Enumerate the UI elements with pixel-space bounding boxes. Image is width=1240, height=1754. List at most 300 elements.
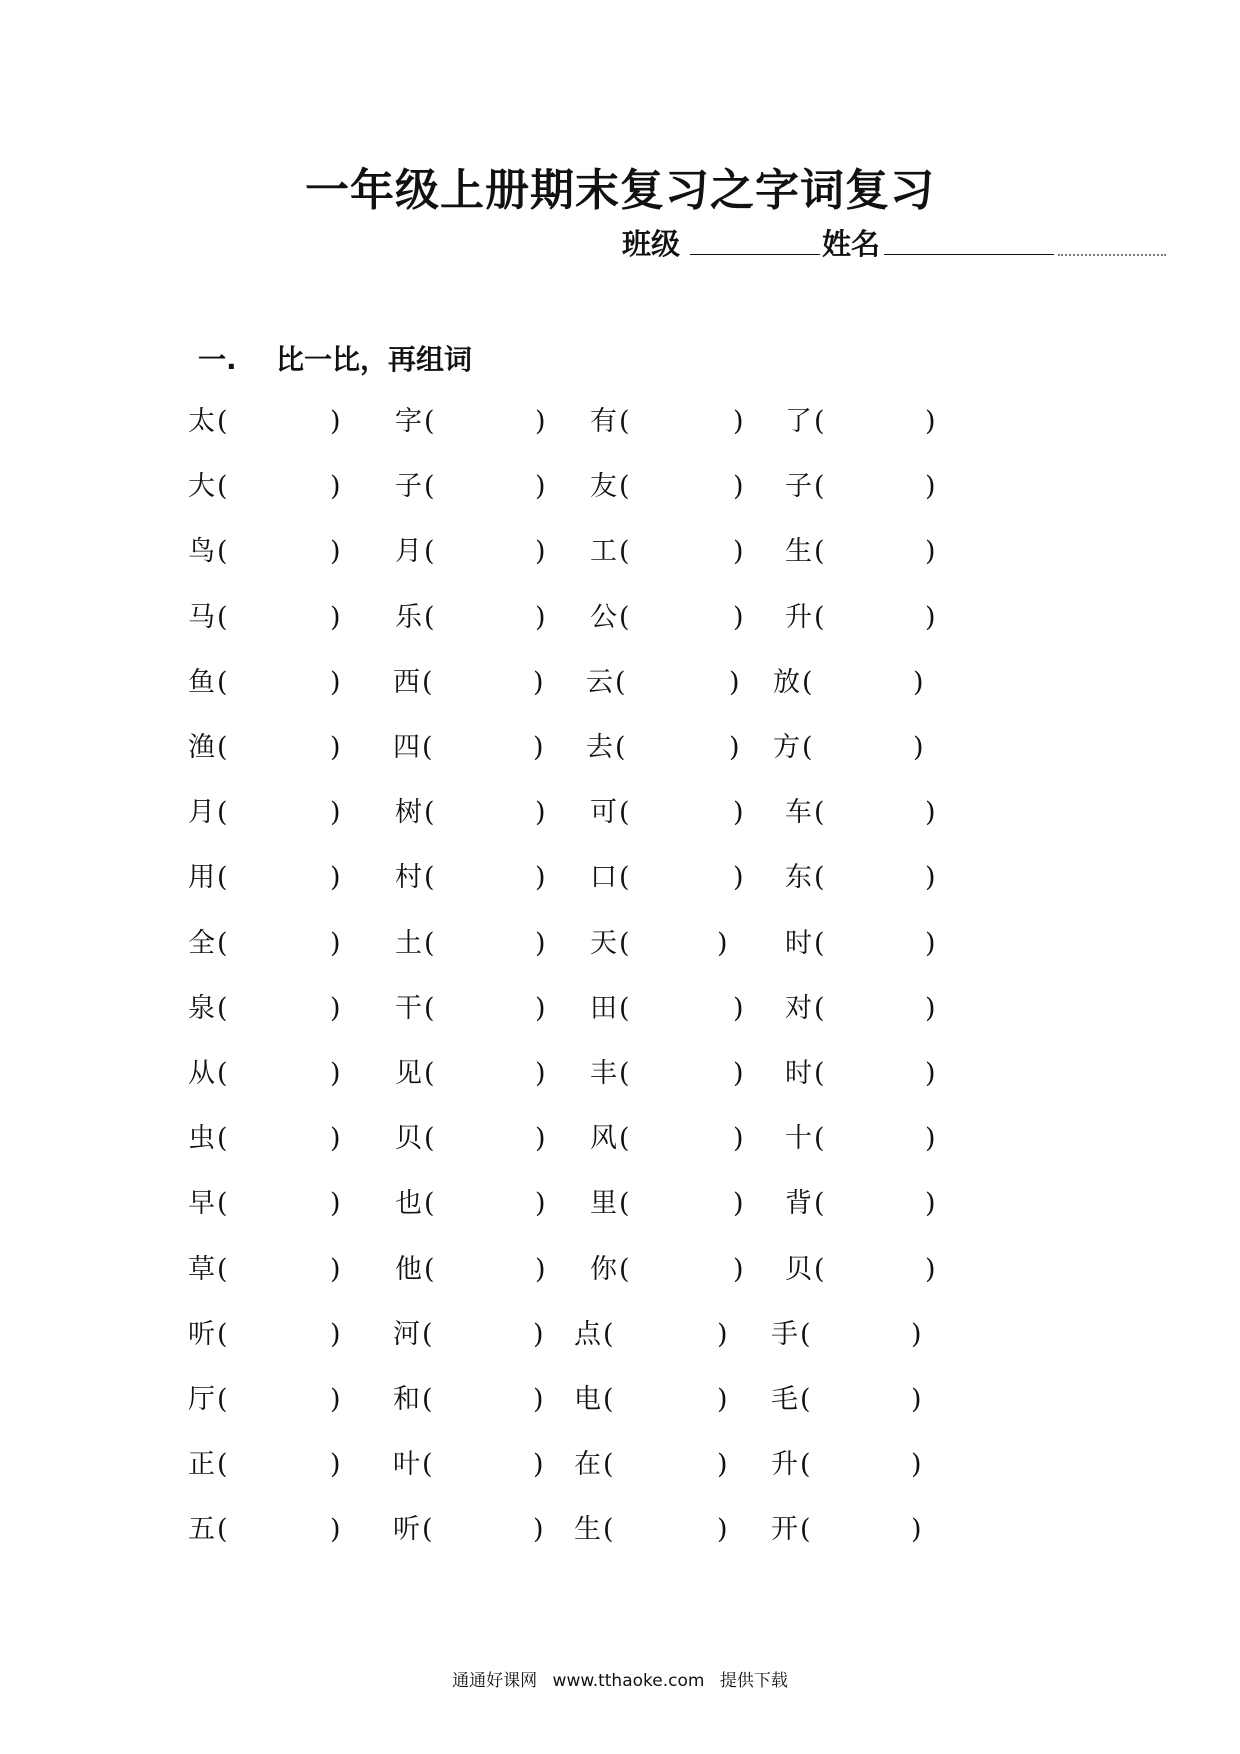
- answer-blank[interactable]: [230, 1188, 324, 1220]
- word-character: 里: [590, 1188, 617, 1220]
- word-cell: [785, 1250, 945, 1290]
- word-character: 马: [188, 601, 215, 633]
- page-footer: [0, 1666, 1240, 1691]
- open-paren: (: [217, 862, 228, 894]
- close-paren: ): [911, 1514, 922, 1546]
- word-cell: [586, 728, 749, 768]
- close-paren: ): [717, 1514, 728, 1546]
- word-character: 月: [395, 536, 422, 568]
- open-paren: (: [217, 1188, 228, 1220]
- word-character: 风: [590, 1123, 617, 1155]
- close-paren: ): [330, 797, 341, 829]
- word-cell: [188, 1510, 350, 1550]
- open-paren: (: [615, 666, 626, 698]
- word-character: 他: [395, 1253, 422, 1285]
- open-paren: (: [424, 1123, 435, 1155]
- close-paren: ): [925, 1058, 936, 1089]
- close-paren: ): [733, 536, 744, 568]
- answer-blank[interactable]: [616, 1514, 711, 1546]
- word-character: 五: [188, 1514, 215, 1546]
- word-character: 子: [395, 471, 422, 503]
- word-cell: [188, 1250, 350, 1290]
- open-paren: (: [422, 1514, 433, 1546]
- open-paren: (: [619, 471, 630, 503]
- close-paren: ): [717, 1449, 728, 1481]
- open-paren: (: [619, 1253, 630, 1285]
- word-character: 河: [393, 1318, 420, 1350]
- answer-blank[interactable]: [437, 797, 529, 829]
- open-paren: (: [424, 536, 435, 568]
- open-paren: (: [619, 406, 630, 437]
- answer-blank[interactable]: [827, 1254, 919, 1286]
- close-paren: ): [330, 406, 341, 437]
- close-paren: ): [911, 1449, 922, 1481]
- word-character: 土: [395, 927, 422, 959]
- word-cell: [590, 1184, 753, 1224]
- answer-blank[interactable]: [435, 1514, 527, 1546]
- word-cell: [395, 1184, 555, 1224]
- close-paren: ): [925, 862, 936, 894]
- word-cell: [393, 1510, 553, 1550]
- close-paren: ): [911, 1318, 922, 1350]
- close-paren: ): [733, 471, 744, 503]
- answer-blank[interactable]: [632, 862, 727, 894]
- answer-blank[interactable]: [616, 1319, 711, 1351]
- open-paren: (: [800, 1449, 811, 1481]
- open-paren: (: [422, 1449, 433, 1481]
- word-cell: [785, 1184, 945, 1224]
- answer-blank[interactable]: [632, 993, 727, 1025]
- close-paren: ): [925, 1123, 936, 1155]
- word-character: 你: [590, 1253, 617, 1285]
- word-character: 西: [393, 666, 420, 698]
- word-cell: [395, 598, 555, 638]
- open-paren: (: [424, 797, 435, 829]
- open-paren: (: [619, 992, 630, 1024]
- word-character: 生: [574, 1514, 601, 1546]
- answer-blank[interactable]: [827, 602, 919, 634]
- close-paren: ): [535, 1058, 546, 1089]
- word-character: 背: [785, 1188, 812, 1220]
- answer-blank[interactable]: [813, 1449, 905, 1481]
- word-cell: [188, 402, 350, 442]
- open-paren: (: [422, 1384, 433, 1415]
- answer-blank[interactable]: [632, 1188, 727, 1220]
- close-paren: ): [330, 1123, 341, 1155]
- word-character: 干: [395, 992, 422, 1024]
- open-paren: (: [603, 1514, 614, 1546]
- word-cell: [395, 793, 555, 833]
- word-cell: [785, 467, 945, 507]
- word-cell: [590, 532, 753, 572]
- answer-blank[interactable]: [230, 536, 324, 568]
- word-character: 在: [574, 1449, 601, 1481]
- word-cell: [393, 1445, 553, 1485]
- answer-blank[interactable]: [230, 993, 324, 1025]
- open-paren: (: [422, 1318, 433, 1350]
- word-cell: [590, 402, 753, 442]
- word-character: 了: [785, 406, 812, 437]
- word-character: 时: [785, 927, 812, 959]
- word-cell: [188, 1054, 350, 1094]
- word-cell: [771, 1445, 931, 1485]
- close-paren: ): [911, 1384, 922, 1415]
- answer-blank[interactable]: [437, 536, 529, 568]
- close-paren: ): [535, 992, 546, 1024]
- word-cell: [574, 1380, 737, 1420]
- open-paren: (: [424, 992, 435, 1024]
- open-paren: (: [424, 406, 435, 437]
- close-paren: ): [925, 536, 936, 568]
- word-cell: [188, 1315, 350, 1355]
- close-paren: ): [925, 1188, 936, 1220]
- word-character: 草: [188, 1253, 215, 1285]
- word-character: 厅: [188, 1384, 215, 1415]
- answer-blank[interactable]: [230, 1123, 324, 1155]
- open-paren: (: [424, 471, 435, 503]
- close-paren: ): [717, 1384, 728, 1415]
- close-paren: ): [535, 601, 546, 633]
- answer-blank[interactable]: [230, 1514, 324, 1546]
- open-paren: (: [619, 927, 630, 959]
- answer-blank[interactable]: [616, 1384, 711, 1416]
- answer-blank[interactable]: [628, 667, 723, 699]
- answer-blank[interactable]: [632, 1058, 727, 1090]
- word-cell: [586, 663, 749, 703]
- word-cell: [590, 1250, 753, 1290]
- word-cell: [395, 532, 555, 572]
- open-paren: (: [802, 732, 813, 763]
- open-paren: (: [619, 1058, 630, 1089]
- open-paren: (: [217, 797, 228, 829]
- word-cell: [785, 402, 945, 442]
- open-paren: (: [217, 1514, 228, 1546]
- word-cell: [771, 1315, 931, 1355]
- open-paren: (: [603, 1384, 614, 1415]
- word-cell: [188, 728, 350, 768]
- open-paren: (: [217, 666, 228, 698]
- close-paren: ): [925, 406, 936, 437]
- close-paren: ): [925, 992, 936, 1024]
- open-paren: (: [814, 471, 825, 503]
- word-cell: [393, 1315, 553, 1355]
- close-paren: ): [733, 992, 744, 1024]
- word-character: 鱼: [188, 666, 215, 698]
- open-paren: (: [217, 1384, 228, 1415]
- open-paren: (: [217, 536, 228, 568]
- close-paren: ): [535, 406, 546, 437]
- open-paren: (: [424, 1188, 435, 1220]
- word-cell: [188, 1445, 350, 1485]
- word-character: 升: [785, 601, 812, 633]
- open-paren: (: [217, 1253, 228, 1285]
- class-label: 班级: [622, 227, 681, 261]
- answer-blank[interactable]: [437, 993, 529, 1025]
- answer-blank[interactable]: [437, 928, 529, 960]
- answer-blank[interactable]: [230, 471, 324, 503]
- word-cell: [188, 858, 350, 898]
- close-paren: ): [733, 1123, 744, 1155]
- open-paren: (: [814, 927, 825, 959]
- answer-blank[interactable]: [632, 471, 727, 503]
- footer-note: 提供下载: [719, 1671, 788, 1691]
- word-character: 字: [395, 406, 422, 437]
- answer-blank[interactable]: [827, 993, 919, 1025]
- open-paren: (: [619, 601, 630, 633]
- word-character: 贝: [785, 1253, 812, 1285]
- word-cell: [590, 1119, 753, 1159]
- word-character: 全: [188, 927, 215, 959]
- answer-blank[interactable]: [813, 1514, 905, 1546]
- close-paren: ): [925, 927, 936, 959]
- open-paren: (: [814, 1188, 825, 1220]
- open-paren: (: [800, 1384, 811, 1415]
- answer-blank[interactable]: [632, 928, 711, 960]
- answer-blank[interactable]: [827, 797, 919, 829]
- answer-blank[interactable]: [437, 1254, 529, 1286]
- close-paren: ): [330, 1514, 341, 1546]
- word-cell: [771, 1380, 931, 1420]
- answer-blank[interactable]: [437, 471, 529, 503]
- close-paren: ): [535, 927, 546, 959]
- close-paren: ): [330, 1058, 341, 1089]
- word-character: 升: [771, 1449, 798, 1481]
- answer-blank[interactable]: [435, 1319, 527, 1351]
- word-cell: [590, 467, 753, 507]
- open-paren: (: [814, 1123, 825, 1155]
- answer-blank[interactable]: [827, 536, 919, 568]
- word-cell: [590, 1054, 753, 1094]
- close-paren: ): [733, 797, 744, 829]
- word-character: 生: [785, 536, 812, 568]
- answer-blank[interactable]: [230, 1449, 324, 1481]
- word-character: 和: [393, 1384, 420, 1415]
- section-number: 一.: [198, 343, 237, 376]
- word-character: 天: [590, 927, 617, 959]
- word-cell: [395, 402, 555, 442]
- word-character: 对: [785, 992, 812, 1024]
- open-paren: (: [814, 862, 825, 894]
- close-paren: ): [330, 1449, 341, 1481]
- close-paren: ): [717, 1318, 728, 1350]
- open-paren: (: [800, 1318, 811, 1350]
- word-character: 从: [188, 1058, 215, 1089]
- open-paren: (: [814, 406, 825, 437]
- page-title: 一年级上册期末复习之字词复习: [305, 165, 935, 216]
- word-cell: [395, 1054, 555, 1094]
- answer-blank[interactable]: [813, 1384, 905, 1416]
- close-paren: ): [533, 1318, 544, 1350]
- word-cell: [785, 924, 945, 964]
- open-paren: (: [217, 927, 228, 959]
- answer-blank[interactable]: [435, 732, 527, 764]
- word-cell: [395, 1119, 555, 1159]
- word-cell: [773, 728, 933, 768]
- word-character: 月: [188, 797, 215, 829]
- word-cell: [188, 663, 350, 703]
- answer-blank[interactable]: [827, 1188, 919, 1220]
- word-cell: [188, 1119, 350, 1159]
- word-cell: [188, 1184, 350, 1224]
- word-cell: [395, 1250, 555, 1290]
- answer-blank[interactable]: [632, 1123, 727, 1155]
- close-paren: ): [925, 471, 936, 503]
- answer-blank[interactable]: [827, 1123, 919, 1155]
- close-paren: ): [535, 862, 546, 894]
- word-cell: [395, 924, 555, 964]
- word-cell: [393, 1380, 553, 1420]
- close-paren: ): [330, 1384, 341, 1415]
- open-paren: (: [619, 797, 630, 829]
- open-paren: (: [619, 1188, 630, 1220]
- close-paren: ): [533, 1449, 544, 1481]
- close-paren: ): [733, 406, 744, 437]
- open-paren: (: [619, 1123, 630, 1155]
- close-paren: ): [330, 732, 341, 763]
- close-paren: ): [733, 1188, 744, 1220]
- footer-url: www.tthaoke.com: [552, 1671, 705, 1691]
- word-character: 叶: [393, 1449, 420, 1481]
- answer-blank[interactable]: [813, 1319, 905, 1351]
- answer-blank[interactable]: [827, 471, 919, 503]
- answer-blank[interactable]: [815, 667, 907, 699]
- close-paren: ): [330, 862, 341, 894]
- answer-blank[interactable]: [616, 1449, 711, 1481]
- close-paren: ): [330, 1188, 341, 1220]
- open-paren: (: [814, 536, 825, 568]
- answer-blank[interactable]: [437, 1188, 529, 1220]
- answer-blank[interactable]: [435, 1449, 527, 1481]
- close-paren: ): [733, 601, 744, 633]
- word-character: 正: [188, 1449, 215, 1481]
- answer-blank[interactable]: [437, 602, 529, 634]
- answer-blank[interactable]: [230, 797, 324, 829]
- close-paren: ): [733, 1253, 744, 1285]
- word-cell: [590, 989, 753, 1029]
- answer-blank[interactable]: [230, 667, 324, 699]
- word-character: 公: [590, 601, 617, 633]
- answer-blank[interactable]: [437, 862, 529, 894]
- word-cell: [773, 663, 933, 703]
- word-cell: [785, 1054, 945, 1094]
- word-character: 点: [574, 1318, 601, 1350]
- answer-blank[interactable]: [632, 1254, 727, 1286]
- close-paren: ): [533, 1514, 544, 1546]
- word-cell: [590, 793, 753, 833]
- word-character: 云: [586, 666, 613, 698]
- answer-blank[interactable]: [437, 1123, 529, 1155]
- word-cell: [393, 663, 553, 703]
- close-paren: ): [535, 797, 546, 829]
- word-character: 毛: [771, 1384, 798, 1415]
- answer-blank[interactable]: [827, 862, 919, 894]
- word-character: 渔: [188, 732, 215, 763]
- answer-blank[interactable]: [435, 667, 527, 699]
- word-character: 泉: [188, 992, 215, 1024]
- word-cell: [395, 858, 555, 898]
- answer-blank[interactable]: [632, 797, 727, 829]
- close-paren: ): [535, 1123, 546, 1155]
- word-character: 村: [395, 862, 422, 894]
- open-paren: (: [603, 1449, 614, 1481]
- word-cell: [590, 598, 753, 638]
- word-character: 听: [188, 1318, 215, 1350]
- answer-blank[interactable]: [827, 928, 919, 960]
- answer-blank[interactable]: [230, 602, 324, 634]
- answer-blank[interactable]: [437, 406, 529, 438]
- answer-blank[interactable]: [632, 536, 727, 568]
- word-character: 用: [188, 862, 215, 894]
- word-cell: [574, 1315, 737, 1355]
- word-cell: [395, 989, 555, 1029]
- word-cell: [785, 532, 945, 572]
- word-cell: [395, 467, 555, 507]
- word-character: 工: [590, 536, 617, 568]
- answer-blank[interactable]: [230, 1384, 324, 1416]
- word-character: 手: [771, 1318, 798, 1350]
- answer-blank[interactable]: [230, 1058, 324, 1090]
- word-character: 贝: [395, 1123, 422, 1155]
- answer-blank[interactable]: [815, 732, 907, 764]
- word-character: 树: [395, 797, 422, 829]
- close-paren: ): [535, 1253, 546, 1285]
- answer-blank[interactable]: [632, 602, 727, 634]
- close-paren: ): [330, 601, 341, 633]
- word-character: 早: [188, 1188, 215, 1220]
- answer-blank[interactable]: [230, 1319, 324, 1351]
- answer-blank[interactable]: [827, 1058, 919, 1090]
- word-character: 放: [773, 666, 800, 698]
- open-paren: (: [217, 992, 228, 1024]
- close-paren: ): [330, 992, 341, 1024]
- word-character: 丰: [590, 1058, 617, 1089]
- answer-blank[interactable]: [632, 406, 727, 438]
- open-paren: (: [424, 601, 435, 633]
- close-paren: ): [330, 666, 341, 698]
- word-character: 也: [395, 1188, 422, 1220]
- word-cell: [188, 598, 350, 638]
- word-cell: [188, 989, 350, 1029]
- answer-blank[interactable]: [230, 732, 324, 764]
- open-paren: (: [615, 732, 626, 763]
- close-paren: ): [330, 1318, 341, 1350]
- close-paren: ): [925, 1253, 936, 1285]
- answer-blank[interactable]: [230, 928, 324, 960]
- close-paren: ): [533, 1384, 544, 1415]
- open-paren: (: [603, 1318, 614, 1350]
- answer-blank[interactable]: [628, 732, 723, 764]
- close-paren: ): [330, 927, 341, 959]
- answer-blank[interactable]: [827, 406, 919, 438]
- section-title: 比一比，再组词: [276, 343, 473, 376]
- answer-blank[interactable]: [437, 1058, 529, 1090]
- word-cell: [188, 793, 350, 833]
- answer-blank[interactable]: [230, 406, 324, 438]
- close-paren: ): [925, 797, 936, 829]
- answer-blank[interactable]: [230, 1254, 324, 1286]
- answer-blank[interactable]: [435, 1384, 527, 1416]
- word-cell: [785, 598, 945, 638]
- open-paren: (: [800, 1514, 811, 1546]
- word-character: 有: [590, 406, 617, 437]
- close-paren: ): [533, 732, 544, 763]
- word-character: 方: [773, 732, 800, 763]
- close-paren: ): [729, 732, 740, 763]
- word-cell: [188, 1380, 350, 1420]
- close-paren: ): [717, 927, 728, 959]
- word-cell: [574, 1510, 737, 1550]
- answer-blank[interactable]: [230, 862, 324, 894]
